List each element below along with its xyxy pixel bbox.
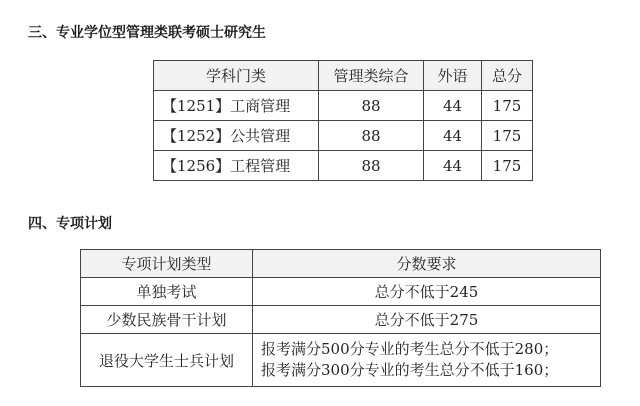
header-total: 总分: [482, 61, 533, 91]
cell-total-score: 175: [482, 91, 533, 121]
special-plans-table: [80, 249, 601, 387]
cell-language-score: 44: [424, 151, 482, 181]
cell-plan-type: 退役大学生士兵计划: [81, 334, 253, 387]
header-foreign-language: 外语: [424, 61, 482, 91]
cell-language-score: 44: [424, 91, 482, 121]
table-row: [154, 151, 533, 181]
cell-requirement: 总分不低于245: [253, 278, 601, 306]
table-row: [81, 278, 601, 306]
cell-total-score: 175: [482, 121, 533, 151]
header-plan-type: 专项计划类型: [81, 250, 253, 278]
cell-requirement: 总分不低于275: [253, 306, 601, 334]
cell-plan-type: 少数民族骨干计划: [81, 306, 253, 334]
header-discipline: 学科门类: [154, 61, 319, 91]
table-row: [81, 306, 601, 334]
cell-requirement: [253, 334, 601, 387]
table-row: [154, 91, 533, 121]
management-scores-table: [153, 60, 533, 181]
cell-management-score: 88: [319, 151, 424, 181]
table-row: [81, 334, 601, 387]
table-row: [154, 121, 533, 151]
section-heading-special-plans: 四、专项计划: [28, 216, 112, 232]
cell-discipline: 【1256】工程管理: [154, 151, 319, 181]
requirement-line: 报考满分500分专业的考生总分不低于280；: [261, 340, 559, 358]
section-heading-management-masters: 三、专业学位型管理类联考硕士研究生: [28, 25, 266, 41]
header-score-requirement: 分数要求: [253, 250, 601, 278]
table-header-row: [81, 250, 601, 278]
cell-language-score: 44: [424, 121, 482, 151]
cell-management-score: 88: [319, 121, 424, 151]
cell-plan-type: 单独考试: [81, 278, 253, 306]
cell-total-score: 175: [482, 151, 533, 181]
table-header-row: [154, 61, 533, 91]
requirement-line: 报考满分300分专业的考生总分不低于160；: [261, 361, 559, 379]
cell-discipline: 【1252】公共管理: [154, 121, 319, 151]
cell-management-score: 88: [319, 91, 424, 121]
header-management-comprehensive: 管理类综合: [319, 61, 424, 91]
cell-discipline: 【1251】工商管理: [154, 91, 319, 121]
